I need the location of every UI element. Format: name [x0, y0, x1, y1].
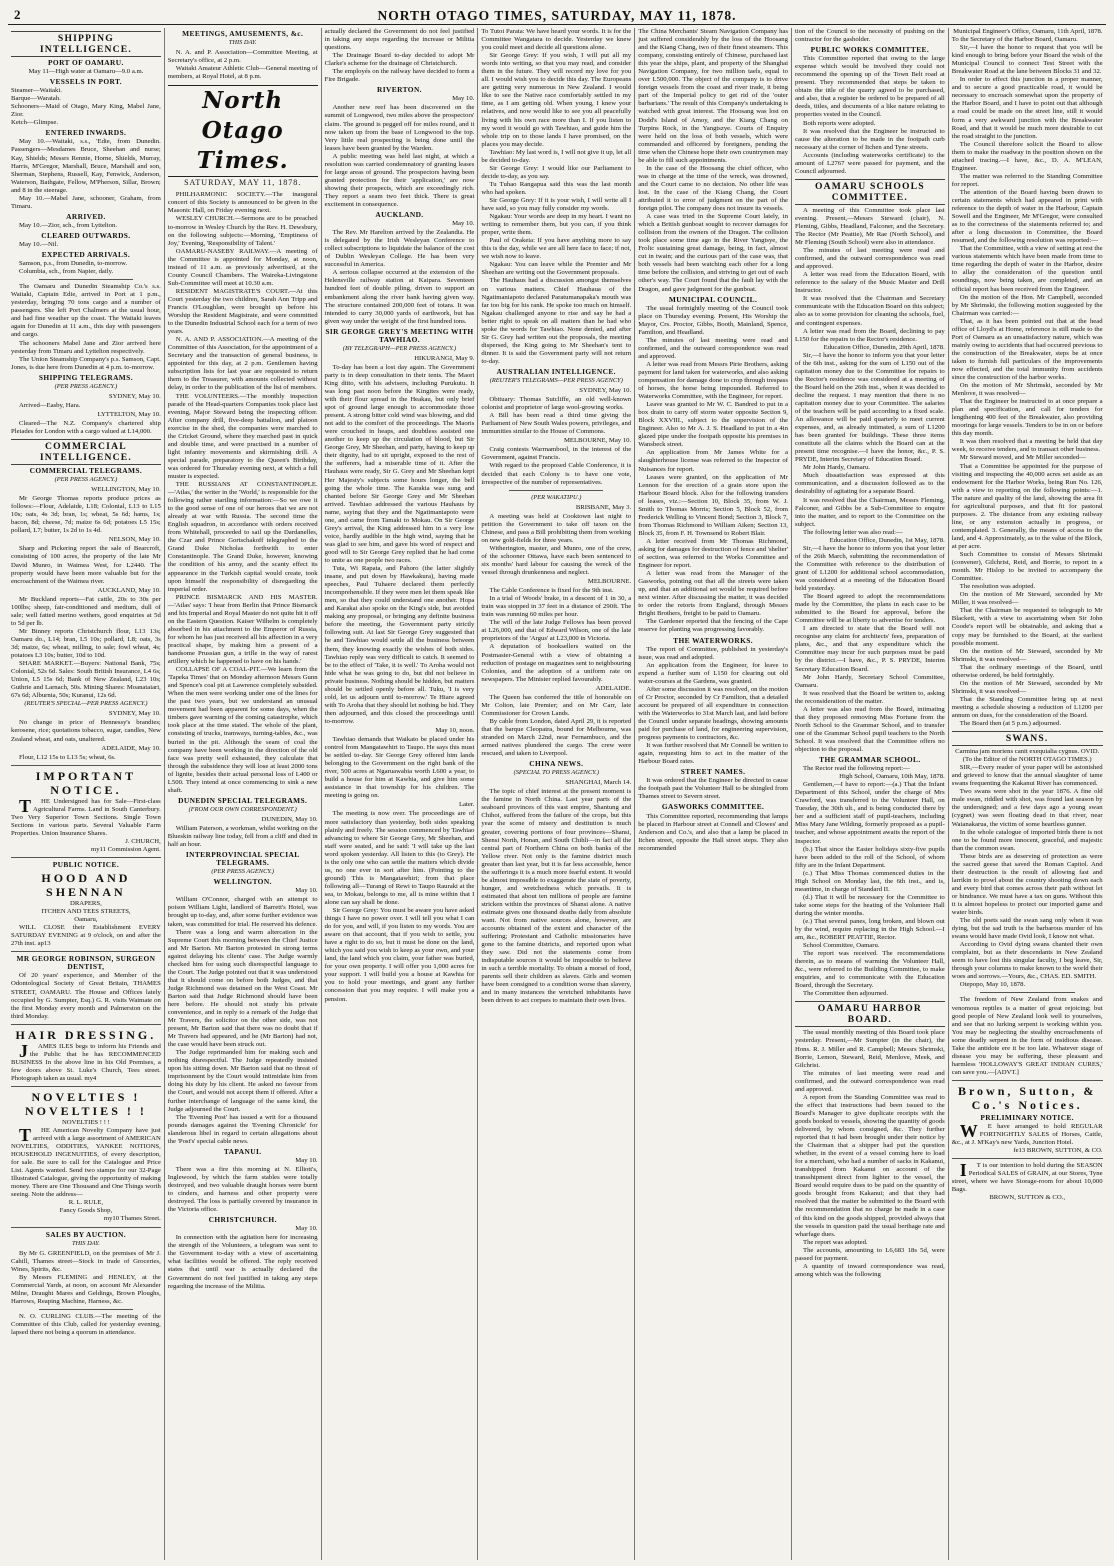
section-heading: Brown, Sutton, & Co.'s Notices. [957, 1083, 1097, 1112]
article-paragraph: On the motion of Mr Shrimski, seconded by Mr Menlove, it was resolved— [951, 382, 1103, 398]
article-paragraph: Education Office, Dunedin, 29th April, 1878. [823, 343, 945, 351]
article-paragraph: COLLAPSE OF A COAL-PIT.—We learn from the 'Tapeka Times' that on Monday afternoon Messrs Gunn and Spence's coal pit at Lawrence completely subsided. When the men were working under one of the lines for the past two years, but we understand an unusual movement had been apparent for some days, when the timbers gave warning of the coming catastrophe, which took place at the time stated. The whole of the plant, consisting of trucks, tramways, turning-tables, &c., was buried in the pit. Although the seam of coal the company have been working in the direction of the old face was pretty well exhausted, they calculate that through the subsidence they will lose at least 2000 tons of lignite, besides their actual personal loss of L400 or L500. They intend at once commencing to sink a new shaft. [167, 666, 318, 794]
column-rule [980, 992, 1075, 993]
dateline: BRISBANE, May 3. [575, 503, 632, 511]
article-paragraph: Mr Binney reports Christchurch flour, L13 13s; Oamaru do., L14; bran, L5 10s; pollard, L8; oats, 3s 3d; maize, 6s; wheat, milling, to sale; fowl wheat, 4s; potatoes L3 10s; butter, 10d to 10d. [11, 627, 161, 660]
article-paragraph: N. O. CURLING CLUB.—The meeting of the Committee of this Club, called for yesterday evening, lapsed there not being a quorum in attendance. [11, 1312, 161, 1337]
article-paragraph: DRAPERS, [70, 900, 102, 908]
article-paragraph: J. CHURCH, [125, 837, 161, 845]
article-paragraph: It was resolved that the Chairman and Secretary communicate with the Education Board on this subject; also as to some provision for cleaning the schools, fuel, and contingent expenses. [794, 295, 945, 327]
article-paragraph: William O'Connor, charged with an attempt to poison William Light, landlord of Barrett's Hotel, was brought up to-day, and, after some further evidence was taken, was committed for trial. He reserved his defence. [167, 896, 318, 928]
article-paragraph: WESLEY CHURCH.—Sermons are to be preached to-morrow in Wesley Church by the Rev. H. Dewsbury, on the following subjects:—Morning, 'Emptiness of Joy,' Evening, 'Responsibility of Talent.' [167, 215, 318, 247]
section-heading: AUCKLAND. [375, 210, 424, 220]
section-heading: CHINA NEWS. [529, 759, 584, 769]
section-heading: SALES BY AUCTION. [45, 1229, 127, 1239]
dateline: MELBOURNE. [587, 578, 632, 586]
article-paragraph: SIR,—Every reader of your paper will be astonished and grieved to know that the annual slaughter of tame swans frequenting the Kakanui River has commenced. [951, 764, 1103, 788]
article-paragraph: my10 Thames Street. [103, 1215, 161, 1223]
article-paragraph: Education Office, Dunedin, 1st May, 1878. [829, 536, 945, 544]
column-rule [11, 951, 161, 952]
section-heading: IMPORTANT NOTICE. [35, 768, 137, 797]
section-heading: THE WATERWORKS. [673, 635, 753, 645]
article-paragraph: The minutes of last meeting were read and confirmed, and the outward correspondence was read and approved. [794, 1069, 945, 1093]
column-rule [11, 857, 161, 858]
column-rule [952, 1158, 1103, 1159]
section-heading: RIVERTON. [377, 85, 422, 95]
article-paragraph: Mr Steward moved, and Mr Miller seconded— [959, 454, 1086, 462]
article-paragraph: By Messrs FLEMING and HENLEY, at the Commercial Yards, at noon, on account Mr Alexander Milne, Draught Mares and Geldings, Brown Ploughs, Harrows, Reaping Machine, Harness, &c. [11, 1273, 161, 1305]
section-heading: SWANS. [952, 731, 1103, 746]
article-paragraph: That, as it has been pointed out that at the head office of Lloyd's at Home, reference is still made to the Port of Oamaru as an unsatisfactory nature, which was mainly owing to accidents that had occurred previous to the construction of the Breakwater, steps be at once taken to furnish full particulars of the improvements now effected, and the total immunity from accidents since the construction of the harbor works. [951, 317, 1103, 382]
article-paragraph: That a Committee be appointed for the purpose of visiting and inspecting the 40,000 acres set aside as an endowment for the Harbor Works, being Run No. 126, with a view to reporting on the following points:—1. The nature and quality of the land, showing the area fit for agricultural purposes, and that fit for pastoral purposes. 2. The distance from any existing railway line, or any extension actually in progress, or contemplated. 3. Generally, the means of access to the land, and 4. Approximately, as to the value of the Block, at per acre. [951, 462, 1103, 550]
section-heading: TAPANUI. [223, 1146, 262, 1156]
article-paragraph: OAMARU-NASEBY RAILWAY.—A meeting of the Committee is appointed for Monday, at noon, instead of 11 a.m. as previously advertised, at the County Council Chambers. The Waireka-Livingstone Sub-Committee will meet at 10.30 a.m. [167, 247, 318, 287]
article-paragraph: A case was tried in the Supreme Court lately, in which a British gunboat sought to recover damages for collision from the owners of the Dragon. The collision took place some time ago in the River Yangtsye, the Frolic sustaining great damage, being, in fact, almost cut in twain; and the curious part of the case was, that both vessels had been watching each other for a long time before the collision, and striving to get out of each other's way. The Court found that the fault lay with the Dragon, and gave judgment for the gunboat. [638, 213, 788, 293]
section-subheading: (BY TELEGRAPH—PER PRESS AGENCY.) [342, 344, 457, 352]
article-paragraph: THE RUSSIANS AT CONSTANTINOPLE.—'Atlas,' the writer in the 'World,' is responsible for the following rather startling information:—So we owe it to the good sense of one of our heroes that we are not already at war with Russia. The second time the English squadron, in accordance with orders received from Whitehall, proceeded to sail up the Dardanelles, the Czar and Prince Gortschakoff telegraphed to the Grand Duke Nicholas forthwith to enter Constantinople. The Grand Duke, however, knowing the condition of his army, and the scanty effect its appearance in the Turkish capital would create, took upon himself the responsibility of disregarding the imperial order. [167, 481, 318, 593]
article-paragraph: N. A. AND P. ASSOCIATION.—A meeting of the Committee of this Association, for the appointment of a Secretary and the transaction of general business, is appointed for this day, at 2 p.m. Gentlemen having subscription lists for last year are requested to return them to the Treasurer, with amounts collected without delay, in order to the publication of the list of members. [167, 336, 318, 392]
article-paragraph: It was further resolved that Mr Connell be written to again, requesting him to act in the matter of the Harbour Board rates. [638, 742, 788, 766]
dateline: NELSON, May 10. [108, 536, 161, 544]
article-paragraph: The Cable Conference is fixed for the 9th inst. [489, 587, 614, 595]
article-paragraph: Waitaki Amateur Athletic Club—General meeting of members, at Royal Hotel, at 8 p.m. [167, 65, 318, 81]
article-paragraph: The matter was referred to the Standing Committee for report. [951, 172, 1103, 188]
article-paragraph: (d.) That it will be necessary for the Committee to take some steps for the heating of the Volunteer Hall during the winter months. [794, 893, 945, 917]
column-rule [509, 490, 603, 491]
article-paragraph: May 10.—Mabel Jane, schooner, Graham, from Timaru. [11, 194, 161, 210]
article-paragraph: Municipal Engineer's Office, Oamaru, 11th April, 1878. [953, 28, 1103, 35]
article-paragraph: PHILHARMONIC SOCIETY.—The inaugural concert of this Society is announced to be given in the Masonic Hall, on Friday evening next. [167, 191, 318, 215]
article-paragraph: Sir George Grey: You must be aware you have asked things I have no power over. I will tell you what I can do for you, and will, if you listen to my words. You are aware on that account, that if you wish to settle, you have a right to do so, but it must be done on the land, which you said you wish to keep as your own, and your land, the land which you claim, your father was buried, for your own property. I will offer you 1,000 acres for your support. I will build you a house at Kawhia for you to hold your meetings, and grant any further concession that you may require. I will make you a pension. [324, 907, 475, 1003]
article-paragraph: fe13 BROWN, SUTTON, & CO. [1013, 1147, 1103, 1155]
column-2 [165, 28, 322, 1560]
article-paragraph: Mr John Hardy, Secretary School Committee, Oamaru. [794, 673, 945, 689]
article-paragraph: The Judge reprimanded him for making such and nothing disrespectful. The Judge repeatedly insisted upon his sitting down. Mr Barton said that no threat of imprisonment by the Court would intimidate him from doing his duty by his client. He asked no favour from the Court, and would not accept them if offered. After a further interchange of language of the same kind, the Judge adjourned the Court. [167, 1049, 318, 1113]
article-paragraph: Both reports were adopted. [802, 119, 876, 127]
article-paragraph: The Board agreed to adopt the recommendations made by the Committee, the plans in each case to be submitted to the Board for approval, before the Committee will be at liberty to advertise for tenders. [794, 593, 945, 625]
article-paragraph: The resolution was adopted. [959, 583, 1036, 591]
article-paragraph: A letter was read from the Education Board, with reference to the salary of the Music Master and Drill Instructor. [794, 271, 945, 295]
section-heading: PRELIMINARY NOTICE. [980, 1112, 1075, 1122]
article-paragraph: The Rector read the following report:— [802, 765, 910, 773]
section-heading: HOOD AND SHENNAN [41, 871, 131, 900]
article-paragraph: On the motion of Mr Steward, seconded by Mr Miller, it was resolved— [951, 591, 1103, 607]
column-rule [11, 1086, 161, 1087]
dateline: ADELAIDE. [595, 684, 632, 692]
section-subheading: (PER PRESS AGENCY.) [211, 868, 275, 876]
dateline: May 10. [295, 887, 318, 895]
article-paragraph: In order to effect this junction in a proper manner, and to secure a good practicable road, it would be necessary to encroach somewhat upon the property of the Harbor Board, and I have to point out that although a road could be made on the street line, still it would form a very awkward junction with the Breakwater Road, and that it would be much more desirable to cut the road straight to the junction. [951, 76, 1103, 140]
article-paragraph: A letter was read from the Board, declining to pay L150 for the repairs to the Rector's residence. [794, 327, 945, 343]
article-paragraph: Two swans were shot in the year 1876. A fine old male swan, riddled with shot, was found last season by the undersigned; and a few days ago a young swan (cygnet) was seen floating dead in that river, near Waianakarua, the victim of some heartless gunner. [951, 788, 1103, 828]
page-title: NORTH OTAGO TIMES, SATURDAY, MAY 11, 1878. [377, 8, 737, 23]
article-paragraph: School Committee, Oamaru. [802, 942, 880, 950]
article-paragraph: Such Committee to consist of Messrs Shrimski (convener), Gilchrist, Reid, and Borrie, to report in a month. Mr Hislop to be invited to accompany the Committee. [951, 551, 1103, 583]
article-paragraph: On the motion of Mr Steward, seconded by Mr Shrimski, it was resolved— [951, 679, 1103, 695]
article-paragraph: Gentlemen,—I have to report:—(a.) That the Infant Department of this School, under the charge of Mrs Crawford, was transferred to the Volunteer Hall, on Tuesday, the 30th ult., and is being conducted there by her and a sufficient staff of pupil-teachers, including Miss Mary Jane Wilding, formerly proposed as a pupil-teacher, and whose appointment awaits the report of the Inspector. [794, 781, 945, 845]
article-paragraph: ITCHEN AND TEES STREETS, [41, 908, 131, 916]
article-paragraph: Another new reef has been discovered on the summit of Longwood, two miles above the prospectors' claim. The ground is pegged off for miles round, and it now taken up from the base of Longwood to the top. Very little real prospecting is being done until the leases have been granted by the Warden. [324, 104, 475, 152]
section-heading: NOVELTIES ! NOVELTIES ! ! [24, 1089, 147, 1118]
article-paragraph: Otepopo, May 10, 1878. [959, 981, 1026, 989]
article-paragraph: Schooners—Maid of Otago, Mary King, Mabel Jane, Zior. [11, 103, 161, 119]
article-paragraph: William Paterson, a workman, whilst working on the Blueskin railway line today, fell from a cliff and died in half an hour. [167, 824, 318, 849]
article-paragraph: The topic of chief interest at the present moment is the famine in North China. Last year parts of the seaboard provinces of this vast empire, Shantung and Chihoi, suffered from the failure of the crops, but this year the scene of misery and destitution is much greater, covering portions of four provinces—Shansi, Shensi North, Honan, and South Chihli—in fact all the central part of Northern China on both banks of the Yellow river. Not only is the famine district much greater than last year, but it is far less accessible, hence the sufferings it is a much more fearful extent. It would be almost impossible to exaggerate the state of poverty, hunger, and wretchedness which prevails. It is estimated that about ten millions of people are famine stricken within the provinces of Shansi alone. A native estimate gives one thousand deaths daily from absolute want. Not from native sources alone, however, are accounts obtained of the extent and character of the suffering; Protestant and Catholic missionaries have gone to the famine districts, and reported upon what they saw. Did not the statements come from indisputable sources it would be impossible to believe in such a terrible mortality. To obtain a morsel of food, parents sell their children as slaves. Girls and women have been consigned to a condition worse than slavery, and in many instances the wretched inhabitants have been driven to act corpses to maintain their own lives. [481, 788, 632, 1005]
section-subheading: (FROM OUR OWN CORRESPONDENT.) [188, 805, 297, 813]
article-paragraph: It was ordered that the Engineer be directed to cause the footpath past the Volunteer Hall to be shingled from Thames street to Severn street. [638, 777, 788, 801]
article-paragraph: May 11—High water at Oamaru—9.0 a.m. [28, 68, 144, 76]
section-heading: COMMERCIAL TELEGRAMS. [29, 466, 143, 476]
article-paragraph: The Queen has conferred the title of honorable on Mr Colton, late Premier; and on Mr Carr, late Commissioner for Crown Lands. [481, 693, 632, 717]
section-heading: ENTERED INWARDS. [45, 128, 127, 138]
article-paragraph: After some discussion it was resolved, on the motion of Cr Proctor, seconded by Cr Familton, that a detailed account be prepared of all expenditure in connection with the Waterworks to 31st March last, and laid before the Council under separate headings, showing amounts paid for purchase of land, for engineering supervision, progress payments to contractors, &c. [638, 685, 788, 742]
article-paragraph: Arrived—Easby, Hara. [19, 401, 81, 409]
article-paragraph: To-day has been a lost day again. The Government party is in deep consultation in their tents. The Maori King ditto, with his advisers, including Purukutu. It was long past noon before the Kingites were ready, with their flour spread in the Heakau, but only brief spot of ground large enough to accommodate those present. A strong bitter cold wind was blowing, and did not add to the comfort of the proceedings. The Maoris were crouched in heaps, and doubtless assisted one another to keep up the circulation of blood, but Sir George Grey, Mr Sheehan, and party, having to keep up their dignity, had to sit upright, exposed to the rest of the sufferers, had a miserable time of it. After the Hauhaus were ready, Sir G. Grey and Mr Sheehan kept Her Majesty's subjects some hours longer, the bell going the whole time. The Karakia was sung and chanted before Sir George Grey and Mr Sheehan arrived. Tawhiao addressed the various Hauhaus by name, saying that they and the Ngatimaniapoto were one, and came from Tamaki to Mokau. On Sir George Grey's arrival, the King addressed him in a very low voice, hardly audible in the high wind, saying that he was glad to see him, and gave his word of respect and good will to Sir George Grey replied that he had come to unite as one people two races. [324, 363, 475, 564]
article-paragraph: The report was received. The recommendations therein, as to means of warming the Volunteer Hall, &c., were referred to the Building Committee, to make enquiries, and to communicate with the Education Board, through the Secretary. [794, 950, 945, 990]
newspaper-nameplate: North Otago Times. [168, 85, 318, 177]
section-heading: INTERPROVINCIAL SPECIAL TELEGRAMS. [185, 850, 300, 868]
article-paragraph: The attention of the Board having been drawn to certain statements which had appeared in print with reference to the depth of water in the Harbour, Captain Sowell and the Engineer, Mr M'Gregor, were consulted as to the correctness of the statements referred to; and after a long discussion in Committee, the Board resumed, and the following resolution was reported:— [951, 188, 1103, 245]
article-paragraph: tion of the Council to the necessity of pushing on the contractor for the gasholder. [794, 28, 945, 44]
article-paragraph: With regard to the proposed Cable Conference, it is decided that each Colony is to have one vote, irrespective of the number of representatives. [481, 462, 632, 486]
section-heading: STREET NAMES. [680, 767, 746, 777]
article-paragraph: A letter was read from the Manager of the Gasworks, pointing out that all the streets were taken up, and that an additional set would be required before next winter. After discussing the matter, it was decided to order the retorts from England, through Messrs Bright Brothers, freight to be paid to Oamaru. [638, 570, 788, 618]
section-heading: SHIPPING INTELLIGENCE. [11, 31, 161, 57]
article-paragraph: A public meeting was held last night, at which a resolution was carried condemnatory of granting leases for large areas of ground. The prospectors having been granted protection for their 'application,' are now showing their prospects, which are exceedingly rich. They report a seam two feet thick. There is great excitement in consequence. [324, 152, 475, 208]
article-paragraph: THE Undersigned has for Sale—First-class Agricultural Farms. Land in South Canterbury. Two Very Superior Town Sections. Single Town Sections in various parts. Several Valuable Farm Properties. Union Insurance Shares. [11, 795, 161, 837]
article-paragraph: There was a fire this morning at N. Elliott's, Inglewood, by which the farm stables were totally destroyed, and two valuable draught horses were burnt to cinders, and harness and other property were destroyed. The loss is partially covered by insurance in the Victoria office. [167, 1165, 318, 1214]
article-paragraph: WILL CLOSE their Establishment EVERY SATURDAY EVENING at 9 o'clock, on and after the 27th inst. ap13 [11, 924, 161, 948]
article-paragraph: In the case of the Hoosang the chief officer, who was in charge at the time of the wreck, was drowned, and the Court came to no decision. No other life was lost. In the case of the Kiang Chang, the Court attributed it to error of judgment on the part of the foreign pilot. The company does not insure its vessels. [638, 164, 788, 213]
dateline: May 10, noon. [435, 726, 475, 734]
dateline: LYTTELTON, May 10. [97, 410, 161, 418]
dateline: MELBOURNE, May 10. [563, 437, 632, 445]
article-paragraph: Sir George Grey: If it is your wish, I will write all I have said, so you may fully consider my words. [481, 196, 632, 213]
article-paragraph: Leave was granted to Mr W. C. Bandred to put in a box drain to carry off storm water opposite Section 9, Block XXVIII., subject to the supervision of the Engineer. Also to Mr A. J. S. Headland to put in a 4in glazed pipe under the footpath opposite his premises in Wansbeck street. [638, 401, 788, 449]
article-paragraph: SHARE MARKET.—Buyers: National Bank, 75s; Colonial, 52s 6d. Sales: South British Insurance, L4 6s; Union, L5 15s 6d; Bank of New Zealand, L23 10s; Guthrie and Larnach, 50s. Mining Shares: Moanataiari, 67s 6d; Alburnia, 50s; Kuranui, 12s 6d. [11, 660, 161, 700]
column-rule [39, 279, 133, 280]
article-paragraph: In connection with the agitation here for increasing the strength of the Volunteers, a telegram was sent to the Government to-day with a view of ascertaining what facilities would be offered. The reply received states that until war is actually declared the Government do not feel justified in taking any steps regarding the increase of the Militia. [167, 1234, 318, 1290]
article-paragraph: R. L. RULE, [68, 1199, 104, 1207]
article-paragraph: An application from the Engineer, for leave to expend a further sum of L150 for clearing out old water-courses at the Gardens, was granted. [638, 661, 788, 685]
section-subheading: THIS DAY. [71, 1239, 100, 1247]
section-heading: WELLINGTON. [213, 877, 272, 887]
article-paragraph: These birds are as deserving of protection as were the sacred geese that saved the Roman Capitol. And their destruction is the result of allowing fast and larrikin to prowl about the country shooting down each and every bird that comes across their path without let or hindrance. We must have a tax on guns. Without this it is almost hopeless to protect our imported game and water birds. [951, 852, 1103, 917]
article-paragraph: The minutes of last meeting were read and confirmed, and the outward correspondence was read and approved. [794, 247, 945, 271]
article-paragraph: The meeting is now over. The proceedings are of more satisfactory than yesterday, both sides speaking plainly and freely. The session commenced by Tawhiao advancing to where Sir George Grey, Mr Sheehan, and staff were seated, and he said: 'I will take up the last word spoken yesterday. All listen to this (to Grey). He is the only one who can settle the matters which divide us, no one ever in sort after him. (Pointing to the ground) This is Mangatawhiri; from that place following all—Turangi of Rewi to Taupo Rauraki at the sea, to Mokau, belongs to me, all is mine within that I alone can say shall be done. [324, 810, 475, 906]
article-paragraph: IT is our intention to hold during the SEASON Periodical SALES of GRAIN, at our Stores, Tyne street, where we have Storage-room for about 10,000 Bags. [951, 1160, 1103, 1194]
article-paragraph: Sir,—I have the honor to inform you that your letter of the 26th March, submitting the recommendation of the Committee with reference to the distribution of grant of L1200 for additional school accommodation, was considered at a meeting of the Education Board held yesterday. [794, 544, 945, 593]
column-5 [635, 28, 792, 1560]
article-paragraph: Sir,—I have the honor to inform you that your letter of the 6th inst., asking for the sum of L150 out of the capitation money due to the Committee for repairs to the Rector's residence was considered at a meeting of the Board held on the 26th inst., when it was decided to decline the request. I may mention that there is no capitation money due to your Committee. The salaries of the teachers will be paid according to a fixed scale. An allowance will be paid quarterly to meet current expenses, and, as already intimated, a sum of L1200 has been granted for buildings. These three items constitute all the claims which the Board can at the present time recognise.—I have the honor, &c., P. S. PRYDE, Interim Secretary of Education Board. [794, 351, 945, 464]
dateline: HIKURANGI, May 9. [414, 354, 475, 362]
dateline: May 10. [452, 95, 475, 103]
article-paragraph: A meeting of this Committee took place last evening. Present,—Messrs Steward (chair), N. Fleming, Gibbs, Headland, Falconer, and the Secretary. The Rector (Mr Peattie), Mr Rae (North School), and Mr Fleming (South School) were also in attendance. [794, 206, 945, 247]
section-subheading: (REUTER'S SPECIAL—PER PRESS AGENCY.) [24, 700, 148, 708]
article-paragraph: (e.) That several panes, long broken, and blown out by the wind, require replacing in the High School.—I am, &c., ROBERT PEATTIE, Rector. [794, 917, 945, 942]
masthead [8, 6, 1106, 25]
section-heading: CLEARED OUTWARDS. [41, 230, 131, 240]
article-paragraph: The Gardener reported that the fencing of the Cape reserve for planting was progressing favorably. [638, 618, 788, 634]
article-paragraph: I am directed to state that the Board will not recognise any claim for architects' fees, preparation of plans, &c., and that any expenditure which the Committee may incur for such purposes must be paid by the district.—I have, &c., P. S. PRYDE, Interim Secretary Education Board. [794, 625, 945, 673]
article-paragraph: (c.) That Miss Thomas commenced duties in the High School on Monday last, the 6th inst., and is, meantime, in charge of Standard II. [794, 869, 945, 893]
article-paragraph: Samson, p.s., from Dunedin, to-morrow. [19, 260, 128, 268]
column-rule [11, 1227, 161, 1228]
article-paragraph: The freedom of New Zealand from snakes and venomous reptiles is a matter of great rejoicing; but good people of New Zealand look well to yourselves, and see that no lurking serpent is working within you. You may be neglecting the stealthy encroachments of some deadly serpent in the form of insidious disease. Take the antidote ere it be too late. Whatever stage of disease you may be suffering, these pleasant and harmless 'HOLLOWAY'S GREAT INDIAN CURES,' can save you.—[ADVT.] [951, 996, 1103, 1076]
column-rule [11, 1024, 161, 1025]
article-paragraph: A Bill has been read a third time giving the Parliament of New South Wales powers, privileges, and immunities similar to the House of Commons. [481, 412, 632, 436]
column-rule [11, 765, 161, 766]
section-heading: THE GRAMMAR SCHOOL. [819, 755, 921, 765]
article-paragraph: The Drainage Board to-day decided to adopt Mr Clarke's scheme for the drainage of Christchurch. [324, 52, 475, 68]
article-paragraph: Accounts (including waterworks certificate) to the amount of L2767 were passed for payment, and the Council adjourned. [794, 151, 945, 175]
dateline: WELLINGTON, May 10. [91, 486, 161, 494]
article-paragraph: my11 Commission Agent. [91, 845, 161, 853]
article-paragraph: PRINCE BISMARCK AND HIS MASTER.—'Atlas' says: 'I hear from Berlin that Prince Bismarck and his Imperial and Royal Master do not quite hit it off on the Eastern Question. Kaiser Wilhelm is completely absorbed in his attachment to the Emperor of Russia, for whom he has just received all his affection in a very practical shape, by making him a present of a handsome Prussian gun, a trifle in the way of rarest artillery which he happened to have on his hands.' [167, 593, 318, 666]
dateline: ADELAIDE, May 10. [101, 744, 161, 752]
article-paragraph: It was resolved that the Chairman, Messrs Fleming, Falconer, and Gibbs be a Sub-Committee to enquire into the matter, and to report to the Committee on the subject. [794, 496, 945, 528]
section-heading: MR GEORGE ROBINSON, SURGEON DENTIST, [16, 954, 156, 972]
section-heading: OAMARU HARBOR BOARD. [795, 1001, 945, 1027]
article-paragraph: The report was adopted. [802, 1238, 868, 1246]
article-paragraph: The Rev. Mr Harelton arrived by the Zealandia. He is delegated by the Irish Wesleyan Conference to collect subscriptions to liquidate the balance of the cost of Dublin Wesleyan College. He has been very successful in America. [324, 229, 475, 269]
article-paragraph: The accounts, amounting to L6,683 18s 5d, were passed for payment. [794, 1246, 945, 1262]
article-paragraph: That the Committee, with a view of setting at rest the various statements which have been made from time to time regarding the depth of water in the Harbor, desire to allay the consideration of the question until soundings, now being taken, are completed, and an official report has been received from the Engineer. [951, 245, 1103, 293]
article-paragraph: RESIDENT MAGISTRATE'S COURT.—At this Court yesterday the two children, Sarah Ann Tripp and Francis O'Loughlan, were brought up before his Worship the Resident Magistrate, and were committed to the Dunedin Industrial School each for a term of two years. [167, 287, 318, 336]
section-heading: AUSTRALIAN INTELLIGENCE. [496, 366, 616, 376]
article-paragraph: Fancy Goods Shop, [59, 1207, 113, 1215]
article-paragraph: In a trial of Woods' brake, in a descent of 1 in 30, a train was stopped in 37 feet in a distance of 290ft. The train was running 60 miles per hour. [481, 595, 632, 619]
article-paragraph: To Tutoi Parata: We have heard your words. It is for the Committee Wangatara to decide. Yesterday we knew you could meet and decide all questions alone. [481, 28, 632, 52]
article-paragraph: That the Chairman be requested to telegraph to Mr Blackett, with a view to ascertaining when Sir John Coode's report will be obtainable, and asking that a copy may be furnished to the Board, at the earliest possible moment. [951, 607, 1103, 647]
article-paragraph: According to Ovid dying swans chanted their own complaint, but as their descendants in New Zealand seem to have lost this singular faculty, I beg leave, Sir, through your columns to make known to the world their woes and sorrows.—Yours, &c., CHAS. ED. SMITH. [951, 941, 1103, 981]
article-paragraph: The will of the late Judge Fellows has been proved at L26,000, and that of Edward Wilson, one of the late proprietors of the 'Argus' at L23,000 in Victoria. [481, 619, 632, 643]
article-paragraph: A letter was also read from the Board, intimating that they proposed removing Miss Fortune from the North School to the Grammar School, and to transfer one of the Grammar School pupil teachers to the North School. It was resolved that the Committee offers no objection to the proposal. [794, 705, 945, 753]
article-paragraph: The China Merchants' Steam Navigation Company has just suffered considerably by the loss of the Hoosang and the Kiang Chang, two of their finest steamers. This company, consisting entirely of Chinese, purchased last this year the ships, plant, and property of the Shanghai Navigation Company, for two million taels, equal to over L500,000. The object of the company is to drive foreign vessels from the coast and river trade, it being part of the Imperial policy to get rid of the 'outer barbarians.' The result of this Company's undertaking is watched with great interest. The Hoosang was lost on Dodd's Island of Amoy, and the Kiang Chang on Turpins Rock, in the Yangtszye. Courts of Enquiry were held on the loss of both vessels, which were commanded and officered by foreigners, pending the time when the Chinese hope their own countrymen may be able to fill such appointments. [638, 28, 788, 164]
section-heading: SHIPPING TELEGRAMS. [38, 372, 133, 382]
dateline: Later. [458, 801, 475, 809]
article-paragraph: Tawhiao: My last word is, I will not give it up, let all be decided to-day. [481, 148, 632, 164]
article-paragraph: Steamer—Waitaki. [11, 87, 62, 95]
article-paragraph: Mr George Thomas reports produce prices as follows:—Flour, Adelaide, L18; Colonial, L13 to L15 10s; oats, 4s 3d; bran, 1s; wheat, 5s 6d; hams, 1s; bacon, 8d; cheese, 7d; maize 6s 6d; potatoes L5 15s; pollard, L7; butter, 1s 2d to 1s 4d. [11, 495, 161, 535]
article-paragraph: A deputation of booksellers waited on the Postmaster-General with a view of obtaining a reduction of postage on magazines sent to neighbouring Colonies, and the adoption of a uniform rate on newspapers. The Minister replied favourably. [481, 643, 632, 683]
article-paragraph: JAMES ILES begs to inform his Friends and the Public that he has RECOMMENCED BUSINESS In the above line in his Old Premises, a few doors above St. Luke's Church, Tees street. Photograph taken as usual. my4 [11, 1040, 161, 1082]
article-paragraph: That the Engineer be instructed to at once prepare a plan and specification, and call for tenders for lengthening 400 feet of the Breakwater, also providing moorings for large vessels. Tenders to be in on or before this day month. [951, 398, 1103, 438]
article-paragraph: The Committee then adjourned. [802, 990, 889, 998]
column-7 [949, 28, 1106, 1560]
article-paragraph: THE American Novelty Company have just arrived with a large assortment of AMERICAN NOVELTIES, ODDITIES, YANKEE NOTIONS, HOUSEHOLD INGENUITIES, of every description, for sale. Be sure to call for the Catalogue and Price List. Agents wanted. Send two stamps for our 32-Page Illustrated Catalogue, giving the opportunity of making money. There are One Thousand and One Things worth seeing. Note the address— [11, 1124, 161, 1199]
section-subheading: (SPECIAL TO PRESS AGENCY.) [513, 769, 599, 777]
article-paragraph: The report of Committee, published in yesterday's issue, was read and adopted. [638, 645, 788, 661]
article-paragraph: The employés on the railway have decided to form a Fire Brigade. [324, 68, 475, 84]
section-heading: SIR GEORGE GREY'S MEETING WITH TAWHIAO. [325, 326, 474, 344]
section-subheading: (PER WAKATIPU.) [531, 493, 582, 501]
column-rule [952, 1080, 1103, 1081]
section-heading: ARRIVED. [66, 211, 106, 221]
section-heading: EXPECTED ARRIVALS. [41, 250, 131, 260]
article-paragraph: (To the Editor of the NORTH OTAGO TIMES.) [962, 756, 1092, 764]
article-paragraph: Much dissatisfaction was expressed at this communication, and a discussion followed as to the desirability of agitating for a separate Board. [794, 472, 945, 496]
article-paragraph: On the motion of Mr Steward, seconded by Mr Shrimski, it was resolved— [951, 647, 1103, 663]
dateline: SYDNEY, May 10. [108, 392, 161, 400]
article-paragraph: May 10.—Zior, sch., from Lyttelton. [19, 221, 117, 229]
section-heading: GASWORKS COMMITTEE. [661, 802, 765, 812]
article-paragraph: Obituary: Thomas Sutcliffe, an old well-known colonist and proprietor of large wool-growing works. [481, 396, 632, 412]
article-paragraph: The schooners Mabel Jane and Zior arrived here yesterday from Timaru and Lyttelton respectively. [11, 339, 161, 355]
article-paragraph: WE have arranged to hold REGULAR FORTNIGHTLY SALES of Horses, Cattle, &c., at J. M'Kay's new Yards, Junction Hotel. [951, 1121, 1103, 1147]
section-heading: PUBLIC NOTICE. [52, 859, 120, 869]
section-heading: OAMARU SCHOOLS COMMITTEE. [795, 179, 945, 205]
section-subheading: (PER PRESS AGENCY.) [54, 382, 118, 390]
article-paragraph: Barque—Waratah. [11, 95, 61, 103]
article-paragraph: Carmina jam moriens canit exequialia cygnus. OVID. [955, 748, 1100, 756]
article-paragraph: It was then resolved that a meeting be held that day week, to receive tenders, and to transact other business. [951, 438, 1103, 454]
section-heading: HAIR DRESSING. [15, 1027, 157, 1042]
article-paragraph: Cleared—The N.Z. Company's chartered ship Pleiades for London with a cargo valued at L14,000. [11, 419, 161, 435]
article-paragraph: This Committee reported that owing to the large expense which would be involved they could not recommend the opening up of the Town Belt road at present. They recommended that steps be taken to obtain the title of the quarry agreed to be purchased, and also, that a register be ordered to be prepared of all deeds, titles, and documents of a like nature relating to properties vested in the Council. [794, 55, 945, 119]
article-paragraph: By Mr G. GREENFIELD, on the premises of Mr J. Cahill, Thames street—Stock in trade of Groceries, Wines, Spirits, &c. [11, 1249, 161, 1273]
article-paragraph: An application from Mr James White for a slaughterhouse license was referred to the Inspector of Nuisances for report. [638, 449, 788, 473]
article-paragraph: Sharp and Pickering report the sale of Bearcroft, consisting of 100 acres, the property of the late Mr David Munro, in Waimea West, for L2440. The property would have been more valuable but for the encroachment of the Waimea river. [11, 545, 161, 585]
column-4 [478, 28, 635, 1560]
article-paragraph: Oamaru, [74, 916, 98, 924]
article-paragraph: THE VOLUNTEERS.—The monthly inspection parade of the Head-quarters Companies took place last evening, Major Steward being the inspecting officer. After company drill, five-deep battalion, and platoon exercise in the shed, the companies were marched to the Cricket Ground, where they marched past in quick and double time, and were practised in a number of light infantry movements and skirmishing drill. A special parade, preparatory to the Queen's Birthday, was ordered for Thursday evening next, at which a full muster is expected. [167, 392, 318, 480]
article-paragraph: Sir,—I have the honor to request that you will be kind enough to bring before your Board the wish of the Municipal Council to connect Test Street with the Breakwater Road at the lane between Blocks 31 and 32. [951, 44, 1103, 76]
column-6 [792, 28, 949, 1560]
article-paragraph: This Committee reported, recommending that lamps be placed in Harbour street at Connell and Clowes' and Anderson and Co.'s, and also that a lamp be placed in Itchen street, opposite the Hall street steps. They also recommended [638, 812, 788, 852]
article-paragraph: To the Secretary of the Harbor Board, Oamaru. [951, 36, 1078, 44]
section-heading: CHRISTCHURCH. [208, 1215, 277, 1225]
article-paragraph: It was resolved that the Engineer be instructed to cause the alteration to be made in the footpath curb necessary at the corner of Itchen and Tyne streets. [794, 127, 945, 151]
nameplate-date: SATURDAY, MAY 11, 1878. [184, 178, 302, 188]
column-3 [322, 28, 479, 1560]
article-paragraph: The Hauhaus had a discussion amongst themselves on various matters. Chief Hauhaua of the Ngatimaniapoto declared Paratumanapaka's mouth was far too big for his rank. He spoke too much on himself. Ngakau challenged anyone to rise and say he had a better right to speak on all matters than he had who spoke the words for Tawhiao. None denied, and after Sir G. Grey had written out the proposals, the meeting dispersed, the King going to Mr Sheehan's tent to dinner. It is said the Government party will not return to-day. [481, 277, 632, 365]
article-paragraph: Sir George Grey: If you wish, I will put all my words into writing, so that you may read, and consider them in the future. They will record my love for you all. I would wish you to decide this day. The Europeans are getting very numerous in New Zealand. I would like to see the Native race comfortably settled in my time, as I am getting old. When young, I knew your relatives, and now would like to see you all peacefully living with his own race more than I. If you listen to my word it would go with Tawhiao, and guide him the whole trip on to those lands I have promised, on the places you may decide. [481, 52, 632, 148]
dateline: SYDNEY, May 10. [579, 387, 632, 395]
article-paragraph: High School, Oamaru, 10th May, 1878. [839, 773, 945, 781]
article-paragraph: That the ordinary meetings of the Board, until otherwise ordered, be held fortnightly. [951, 663, 1103, 679]
article-paragraph: The Oamaru and Dunedin Steamship Co.'s s.s. Waitaki, Captain Edie, arrived in Port at 1 p.m., yesterday, bringing 70 tons cargo and a number of passengers. She left Port Chalmers at the usual hour, and had fine weather up the coast. The Waitaki leaves again for Dunedin at 11 a.m., this day with passengers and cargo. [11, 283, 161, 339]
dateline: May 10. [295, 1156, 318, 1164]
article-paragraph: There was a long and warm altercation in the Supreme Court this morning between the Chief Justice and Mr Barton. Mr Barton protested in strong terms against delaying his clients' case. The Judge warmly checked him for using such disrespectful language to the Court. The Judge pointed out that it was understood that it should come on before both Judges, and that Judge Richmond was detained on the West Coast. Mr Barton said that Judge Richmond should have been here before. He should not study his private convenience, and in reply to a remark of the Judge that Mr Travers, the solicitor on the other side, was not present, Mr Barton said that there was no doubt that if Mr Travers had appeared, and he (Mr Barton) had not, the case would have been struck out. [167, 928, 318, 1049]
article-paragraph: The following letter was also read:— [802, 528, 903, 536]
article-paragraph: That the Standing Committee bring up at next meeting a schedule showing a reduction of L1200 per annum on dues, for the consideration of the Board. [951, 695, 1103, 719]
article-paragraph: Tu Tuhao Rangapua said this was the last month who had spoken. [481, 180, 632, 196]
section-heading: PORT OF OAMARU. [48, 58, 124, 67]
article-paragraph: The old poets said the swan sang only when it was dying, but the sad truth is the barbarous murder of his swans would have made Ovid look, I know not what. [951, 917, 1103, 941]
column-grid [8, 28, 1106, 1560]
article-paragraph: Of 20 years' experience, and Member of the Odontological Society of Great Britain, THAMES STREET, OAMARU. The House and Offices lately occupied by G. Sumpter, Esq.) G. R. visits Waimate on the first Monday every month and Palmerston on the third Monday. [11, 972, 161, 1020]
article-paragraph: The Council therefore solicit the Board to allow them to make the roadway in the position shown on the attached tracing.—I have, &c., D. A. M'LEAN, Engineer. [951, 140, 1103, 172]
article-paragraph: Mr John Hardy, Oamaru. [802, 464, 870, 472]
article-paragraph: The usual fortnightly meeting of the Council took place on Thursday evening. Present, His Worship the Mayor, Crs. Proctor, Gibbs, Booth, Mainland, Spence, Familton, and Headland. [638, 304, 788, 336]
section-heading: PUBLIC WORKS COMMITTEE. [810, 45, 930, 55]
article-paragraph: Ngakau: Your words are deep in my heart. I want no writing to remember them, but you can, if you think proper, write them. [481, 213, 632, 237]
dateline: SYDNEY, May 10. [108, 710, 161, 718]
article-paragraph: BROWN, SUTTON & CO., [989, 1194, 1066, 1202]
section-subheading: (REUTER'S TELEGRAMS—PER PRESS AGENCY) [489, 377, 623, 385]
dateline: SHANGHAI, March 14. [565, 779, 632, 787]
column-1 [8, 28, 165, 1560]
article-paragraph: The Board then (at 5 p.m.) adjourned. [959, 720, 1061, 728]
dateline: May 10. [295, 1225, 318, 1233]
article-paragraph: A report from the Standing Committee was read to the effect that instructions had been issued to the Board's Manager to give duplicate receipts with the goods booked to vessels, showing the quantity of goods delivered, by whom consigned, &c. They further reported that it had been brought under their notice by the Chairman that a shipper had put the question whether, in the event of a vessel coming here to load for a merchant, who had a number of sacks in Kakanui, transhipped from Kakanui on account of the transshipment direct from lighter to the vessel, the Board would require dues to be paid on the quantity of goods brought from Kakanui; and that they had resolved that the matter be submitted to the Board with the recommendation that no charge be made in a case of this kind on the goods shipped, provided always that the vessels in question paid the usual berthage rate and wharfage dues. [794, 1093, 945, 1238]
article-paragraph: (b.) That since the Easter holidays sixty-five pupils have been added to the roll of the School, of whom fifty are in the Infant Department. [794, 845, 945, 869]
article-paragraph: May 10.—Nil. [19, 240, 59, 248]
article-paragraph: No change in price of Hennessy's brandies; kerosene, rice; quotations tobacco, sugar, candles, New Zealand wheat, and oats, unaltered. [11, 719, 161, 743]
article-paragraph: Tuta, Wi Rapata, and Pahoro (the latter slightly insane, and put down by Hawkakura), having made speeches, Paul Tuhaere declared them perfectly incomprehensible. If they were men let them speak like men, so that they could understand one another. Hopa and Karakai also spoke on the King's side, but avoided making any proposal, or bringing any definite business before the meeting, the Government party strictly following suit. At last Sir George Grey suggested that he and Tawhiao would settle all the business between them, they knowing exactly the wishes of both sides. Tawhiao reply was very difficult to catch. It seemed to be to the effect of 'Take, it is well.' To Aroha would not hide what he was going to do, but did not believe in private business. Nothing should be hidden, but matters should be settled openly before all. Tuku, 'I is very cold, let us adjourn until to-morrow.' Te Hiare agreed with To Aroha that they should let nothing be hid. They then adjourned, and this closed the proceedings until to-morrow. [324, 565, 475, 725]
page-number: 2 [14, 7, 21, 22]
dateline: DUNEDIN, May 10. [261, 815, 318, 823]
article-paragraph: Tawhiao demands that Waikato be placed under his control from Mangatawhiri to Taupo. He says this must be settled to-day. Sir George Grey offered him lands belonging to the Government on the right bank of the river, 500 acres at Ngaruawahia worth L600 a year, to build a house for him at Kawhia, and give him some assistance in that township for his children. The meeting is going on. [324, 736, 475, 800]
article-paragraph: Ketch—Glimpse. [11, 119, 58, 127]
dateline: AUCKLAND, May 10. [97, 586, 161, 594]
article-paragraph: By cable from London, dated April 29, it is reported that the barque Cleopatra, bound for Melbourne, was stranded on March 22nd, near Fernambuco, and the armed natives plundered the cargo. The crew were rescued, and taken to Liverpool. [481, 717, 632, 758]
column-rule [39, 1309, 133, 1310]
section-heading: MUNICIPAL COUNCIL. [668, 294, 758, 304]
section-subheading: THIS DAY. [228, 39, 257, 47]
article-paragraph: A meeting was held at Cooktown last night to petition the Government to take off taxes on the Chinese, and pass a Bill prohibiting them from working on new gold-fields for three years. [481, 512, 632, 544]
article-paragraph: Craig contests Warrnambool, in the interest of the Government, against Francis. [481, 446, 632, 462]
article-paragraph: May 10.—Waitaki, s.s., 'Edie, from Dunedin. Passengers—Mesdames Bruce, Sheehan and nurse; Kay, Shields; Messrs Rennie, Horne, Shields, Murray, Harris, M'Gregor, Marshall, Bruce, Marshall and son, Sherman, Stephens, Russell, Kay, Fenwick, Anderson, Waterson, Bathgate, Fellow, M'Pherson, Sillar, Brown; and 8 in the steerage. [11, 138, 161, 194]
article-paragraph: On the motion of the Hon. Mr Campbell, seconded by Mr Shrimski, the following motion suggested by the Chairman was carried:— [951, 293, 1103, 317]
section-heading: COMMERCIAL INTELLIGENCE. [11, 439, 161, 465]
article-paragraph: In the whole catalogue of imported birds there is not one to be found more innocent, graceful, and majestic than the common swan. [951, 828, 1103, 852]
article-paragraph: It was resolved that the Board be written to, asking the reconsideration of the matter. [794, 689, 945, 705]
article-paragraph: A letter was read from Messrs Pirie Brothers, asking payment for land taken for waterworks, and also asking compensation for damage done to crop through trespass of horses, the horse being impounded. Referred to Waterworks Committee, with the Engineer, for report. [638, 360, 788, 401]
article-paragraph: A serious collapse occurred at the extension of the Helensville railway station at Kaipara. Seventeen hundred feet of double piling, driven to support an embankment along the river bank having given way. The structure contained 200,000 feet of totara. It was intended to carry 30,000 yards of earthwork, but has given way under the weight of the first hundred tons. [324, 269, 475, 325]
article-paragraph: Sir George Grey: I would like our Parliament to decide to-day, as you say. [481, 164, 632, 180]
article-paragraph: The usual monthly meeting of this Board took place yesterday. Present,—Mr Sumpter (in the chair), the Hons. R. J. Miller and R. Campbell; Messrs Shrimski, Borrie, Lemon, Steward, Reid, Menlove, Meek, and Gilchrist. [794, 1029, 945, 1069]
section-subheading: (PER PRESS AGENCY.) [54, 476, 118, 484]
article-paragraph: Columbia, sch., from Napier, daily. [19, 268, 114, 276]
article-paragraph: actually declared the Government do not feel justified in taking any steps regarding the increase or Militia questions. [324, 28, 475, 52]
article-paragraph: Mr Buckland reports—Fat cattle, 20s to 30s per 100lbs; sheep, fair-conditioned and medium, dull of sale; well fatted merino wethers, good enquiries at 5d to 5d per lb. [11, 595, 161, 627]
article-paragraph: Witherington, master, and Munro, one of the crew, of the schooner Ottawa, have each been sentenced to six months' hard labour for causing the wreck of the vessel through drunkenness and neglect. [481, 544, 632, 577]
article-paragraph: The minutes of last meeting were read and confirmed, and the outward correspondence was read and approved. [638, 336, 788, 360]
article-paragraph: A quantity of inward correspondence was read, among which was the following [794, 1262, 945, 1278]
section-heading: VESSELS IN PORT. [49, 77, 123, 87]
article-paragraph: Ngakau: You can leave while the Premier and Mr Sheehan are writing out the Government proposals. [481, 261, 632, 277]
article-paragraph: A letter received from Mr Thomas Richmond, asking for damages for destruction of fence and 'shelter' of section, was referred to the Works Committee and Engineer for report. [638, 537, 788, 570]
section-heading: MEETINGS, AMUSEMENTS, &c. [182, 29, 304, 38]
dateline: May 10. [452, 220, 475, 228]
article-paragraph: The 'Evening Post' has issued a writ for a thousand pounds damages against the 'Evening Chronicle' for slanderous libel in regard to certain allegations about the 'Post's' special cable news. [167, 1113, 318, 1145]
article-paragraph: Paul of Orakeia: If you have anything more to say this is the day, while we are all here face to face; if not, we wish now to leave. [481, 237, 632, 261]
article-paragraph: N. A. and P. Association—Committee Meeting, at Secretary's office, at 2 p.m. [167, 49, 318, 65]
section-heading: DUNEDIN SPECIAL TELEGRAMS. [178, 795, 308, 805]
article-paragraph: Flour, L12 15s to L13 5s; wheat, 6s. [19, 753, 116, 761]
article-paragraph: The Union Steamship Company's p.s. Samson, Capt. Jones, is due here from Dunedin at 4 p.m. to-morrow. [11, 355, 161, 371]
article-paragraph: Leases were granted, on the application of Mr Lennon for the erection of a grain store upon the Harbour Board block. Also for the following transfers of leases, viz.:—Section 10, Block 35, from W. J. Smith to Thomas Morris; Section 5, Block 52, from Frederick Welling to Vincent Bond; Section 3, Block 7, from Thomas Richmond to William Aiken; Section 13, Block 35, from F. H. Townsend to Robert Blair. [638, 473, 788, 537]
article-paragraph: NOVELTIES ! ! ! [61, 1118, 110, 1126]
